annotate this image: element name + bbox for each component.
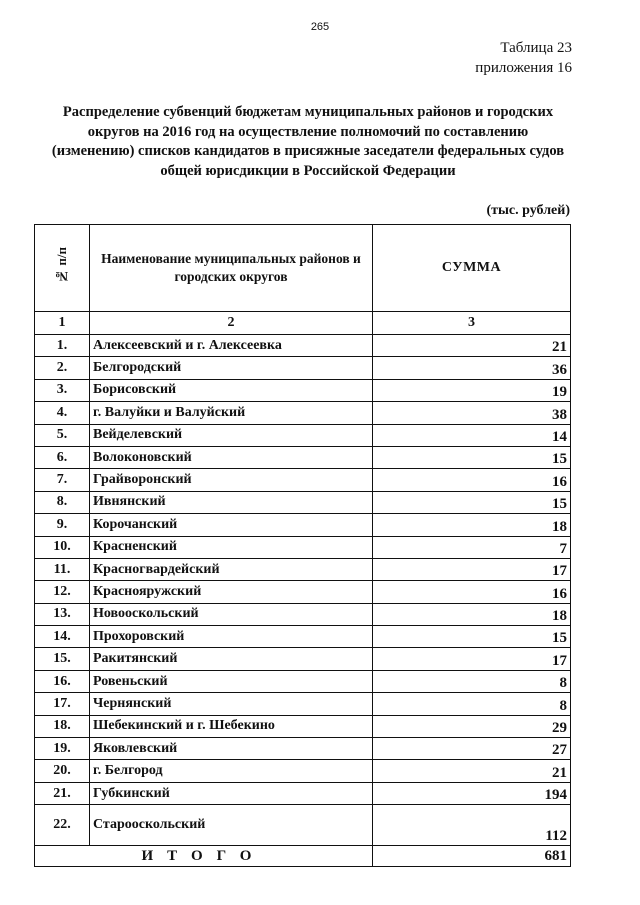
- title-line: Распределение субвенций бюджетам муниципальных районов и городских: [62, 104, 554, 120]
- row-number: 6.: [35, 446, 90, 468]
- table-row: [35, 335, 571, 357]
- row-sum: 21: [373, 335, 571, 357]
- row-sum: 27: [373, 738, 571, 760]
- header-name: [90, 225, 373, 312]
- row-number: 8.: [35, 491, 90, 513]
- row-name: Чернянский: [90, 693, 373, 715]
- header-number-label: № п/п: [54, 247, 69, 284]
- header-name-label: Наименование муниципальных районов и городских округов: [101, 251, 361, 284]
- caption-table-number: Таблица 23: [500, 40, 572, 56]
- document-title: [28, 103, 588, 181]
- table-row: [35, 357, 571, 379]
- row-name: Корочанский: [90, 514, 373, 536]
- page-number: 265: [310, 21, 330, 33]
- column-number: 1: [35, 312, 90, 335]
- row-number: 15.: [35, 648, 90, 670]
- row-name: Яковлевский: [90, 738, 373, 760]
- table-row: [35, 693, 571, 715]
- table-row: [35, 558, 571, 580]
- table-row: [35, 782, 571, 804]
- row-number: 21.: [35, 782, 90, 804]
- row-name: Белгородский: [90, 357, 373, 379]
- row-number: 13.: [35, 603, 90, 625]
- row-name: Ровеньский: [90, 670, 373, 692]
- row-sum: 16: [373, 469, 571, 491]
- row-name: Губкинский: [90, 782, 373, 804]
- header-sum: [373, 225, 571, 312]
- row-sum: 15: [373, 491, 571, 513]
- row-number: 5.: [35, 424, 90, 446]
- table-row: [35, 626, 571, 648]
- total-label: ИТОГО: [35, 846, 373, 867]
- row-number: 3.: [35, 379, 90, 401]
- row-name: Шебекинский и г. Шебекино: [90, 715, 373, 737]
- row-number: 19.: [35, 738, 90, 760]
- title-line: округов на 2016 год на осуществление полномочий по составлению: [87, 123, 529, 140]
- total-row: [35, 846, 571, 867]
- column-number: 2: [90, 312, 373, 335]
- row-number: 10.: [35, 536, 90, 558]
- row-sum: 17: [373, 648, 571, 670]
- row-number: 11.: [35, 558, 90, 580]
- caption-appendix: приложения 16: [475, 60, 572, 76]
- row-name: Грайворонский: [90, 469, 373, 491]
- table-row: [35, 469, 571, 491]
- row-name: г. Валуйки и Валуйский: [90, 402, 373, 424]
- subsidy-table: [34, 224, 571, 867]
- row-name: Красногвардейский: [90, 558, 373, 580]
- row-sum: 15: [373, 446, 571, 468]
- row-sum: 8: [373, 670, 571, 692]
- row-sum: 29: [373, 715, 571, 737]
- row-sum: 194: [373, 782, 571, 804]
- title-line: (изменению) списков кандидатов в присяжные заседатели федеральных судов: [51, 143, 565, 159]
- row-sum: 15: [373, 626, 571, 648]
- row-name: Волоконовский: [90, 446, 373, 468]
- header-sum-label: СУММА: [441, 260, 502, 275]
- table-row: [35, 379, 571, 401]
- row-name: Вейделевский: [90, 424, 373, 446]
- row-name: г. Белгород: [90, 760, 373, 782]
- row-sum: 16: [373, 581, 571, 603]
- row-name: Старооскольский: [90, 805, 373, 846]
- row-name: Ивнянский: [90, 491, 373, 513]
- table-row: [35, 670, 571, 692]
- row-name: Прохоровский: [90, 626, 373, 648]
- row-sum: 112: [373, 805, 571, 846]
- row-name: Новооскольский: [90, 603, 373, 625]
- table-row: [35, 514, 571, 536]
- header-number: [35, 225, 90, 312]
- row-number: 1.: [35, 335, 90, 357]
- table-row: [35, 581, 571, 603]
- row-sum: 18: [373, 514, 571, 536]
- table-header-row: [35, 225, 571, 312]
- table-row: [35, 424, 571, 446]
- row-sum: 14: [373, 424, 571, 446]
- table-row: [35, 648, 571, 670]
- column-number: 3: [373, 312, 571, 335]
- row-sum: 8: [373, 693, 571, 715]
- table-row: [35, 760, 571, 782]
- row-sum: 36: [373, 357, 571, 379]
- row-number: 4.: [35, 402, 90, 424]
- column-number-row: [35, 312, 571, 335]
- title-line: общей юрисдикции в Российской Федерации: [160, 162, 456, 179]
- table-row: [35, 402, 571, 424]
- row-name: Красненский: [90, 536, 373, 558]
- row-number: 20.: [35, 760, 90, 782]
- row-sum: 7: [373, 536, 571, 558]
- row-sum: 17: [373, 558, 571, 580]
- row-name: Алексеевский и г. Алексеевка: [90, 335, 373, 357]
- row-name: Краснояружский: [90, 581, 373, 603]
- row-number: 18.: [35, 715, 90, 737]
- table-row: [35, 603, 571, 625]
- row-number: 12.: [35, 581, 90, 603]
- row-number: 7.: [35, 469, 90, 491]
- table-caption: [475, 38, 572, 78]
- row-sum: 18: [373, 603, 571, 625]
- row-sum: 21: [373, 760, 571, 782]
- table-row: [35, 536, 571, 558]
- table-row: [35, 738, 571, 760]
- row-number: 17.: [35, 693, 90, 715]
- units-label: (тыс. рублей): [486, 203, 570, 218]
- row-number: 22.: [35, 805, 90, 846]
- row-number: 14.: [35, 626, 90, 648]
- table-row: [35, 805, 571, 846]
- table-row: [35, 446, 571, 468]
- row-name: Ракитянский: [90, 648, 373, 670]
- row-number: 2.: [35, 357, 90, 379]
- row-number: 9.: [35, 514, 90, 536]
- row-name: Борисовский: [90, 379, 373, 401]
- row-sum: 19: [373, 379, 571, 401]
- total-value: 681: [373, 846, 571, 867]
- table-row: [35, 491, 571, 513]
- row-sum: 38: [373, 402, 571, 424]
- table-row: [35, 715, 571, 737]
- row-number: 16.: [35, 670, 90, 692]
